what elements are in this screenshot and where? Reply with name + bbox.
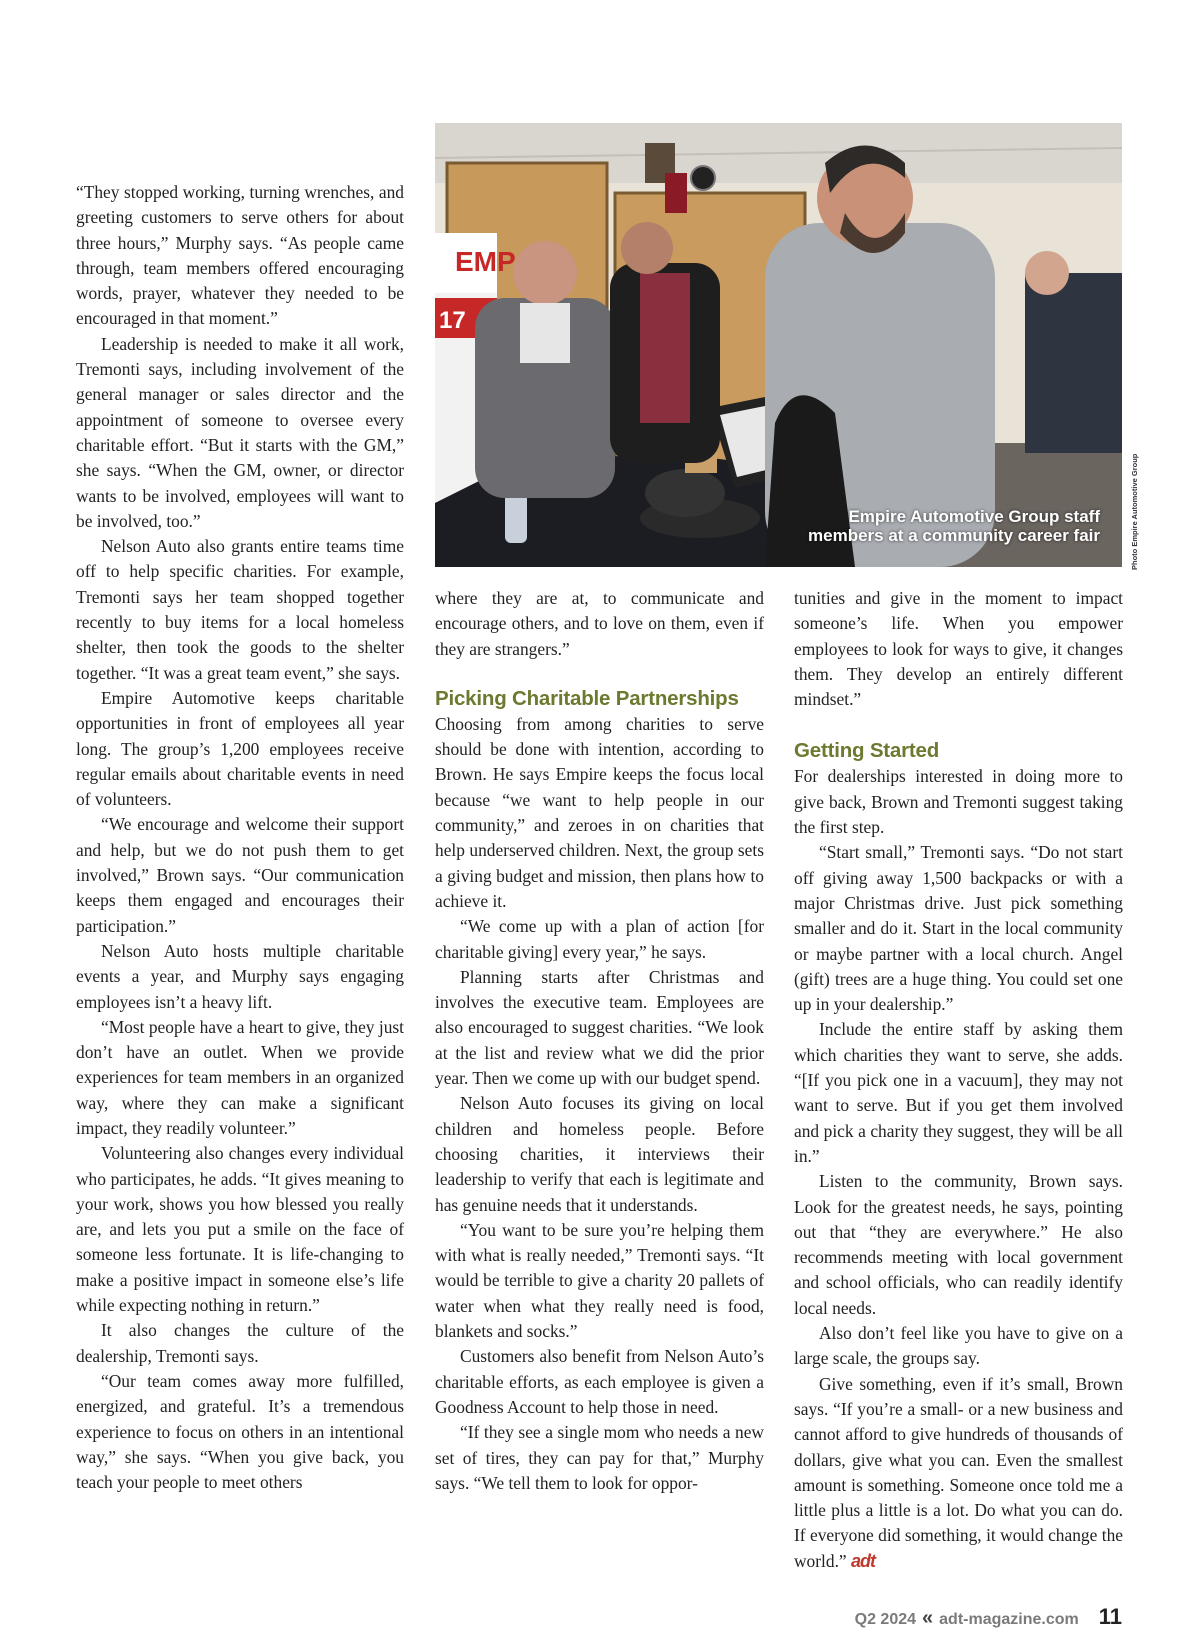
paragraph: Customers also benefit from Nelson Auto’s charitable efforts, as each employee is given a Goodness Account to help those in need. [435,1346,764,1417]
paragraph: “We encourage and welcome their support and help, but we do not push them to get involved,” Brown says. “Our communication keeps them engaged and encourages their participation.” [76,814,404,936]
paragraph: “They stopped working, turning wrenches, and greeting customers to serve others for about three hours,” Murphy says. “As people came through, team members offered encouraging words, prayer, whatever they needed to be encouraged in that moment.” [76,182,404,329]
paragraph-text: Give something, even if it’s small, Brown says. “If you’re a small- or a new business and cannot afford to give hundreds of thousands of dollars, give what you can. Even the smallest amount is something. Someone once told me a little plus a little is a lot. Do what you can do. If everyone did something, it would change the world.” [794,1373,1123,1571]
paragraph: “If they see a single mom who needs a new set of tires, they can pay for that,” Murphy says. “We tell them to look for oppor- [435,1422,764,1493]
paragraph: where they are at, to communicate and encourage others, and to love on them, even if they are strangers.” [435,588,764,659]
paragraph: “We come up with a plan of action [for charitable giving] every year,” he says. [435,916,764,962]
paragraph: “Our team comes away more fulfilled, energized, and grateful. It’s a tremendous experience to focus on others in an intentional way,” she says. “When you give back, you teach your people to meet others [76,1370,404,1493]
section-heading: Getting Started [794,739,940,763]
banner-logo-text: EMP [455,246,516,277]
paragraph: Also don’t feel like you have to give on a large scale, the groups say. [794,1323,1123,1369]
guillemet-separator: « [922,1607,934,1629]
photo-credit: Photo Empire Automotive Group [1130,453,1139,570]
paragraph: Volunteering also changes every individual who participates, he adds. “It gives meaning to your work, shows you how blessed you really are, and lets you put a smile on the face of someone less fortunate. It is life-changing to make a positive impact in someone else’s life while expecting nothing in return.” [76,1143,404,1316]
website-url: adt-magazine.com [939,1611,1079,1628]
end-mark-part-1: ad [851,1550,871,1571]
paragraph: Nelson Auto hosts multiple charitable events a year, and Murphy says engaging employees isn’t a heavy lift. [76,940,404,1012]
end-mark-part-2: t [870,1550,876,1571]
photo-caption [808,507,1100,545]
banner-number-text: 17 [439,307,466,334]
paragraph: Include the entire staff by asking them which charities they want to serve, she adds. “[If you pick one in a vacuum], they may not want to serve. But if you get them involved and pick a charity they suggest, they will be all in.” [794,1019,1123,1166]
paragraph: tunities and give in the moment to impact someone’s life. When you empower employees to look for ways to give, it changes them. They develop an entirely different mindset.” [794,588,1123,710]
article-photo [435,123,1122,567]
paragraph: “Most people have a heart to give, they just don’t have an outlet. When we provide experiences for team members in an organized way, where they can make a significant impact, they readily volunteer.” [76,1016,404,1138]
article-column-3 [794,586,1123,1574]
paragraph: Choosing from among charities to serve should be done with intention, according to Brown. He says Empire keeps the focus local because “we want to help people in our community,” and zeroes in on charities that help underserved children. Next, the group sets a giving budget and mission, then plans how to achieve it. [435,713,764,911]
section-heading: Picking Charitable Partnerships [435,686,739,710]
paragraph: Nelson Auto also grants entire teams time off to help specific charities. For example, Tremonti says her team shopped together recently to buy items for a local homeless shelter, then took the goods to the shelter together. “It was a great team event,” she says. [76,536,404,683]
issue-label: Q2 2024 [854,1611,917,1628]
adt-end-mark-logo [851,1551,875,1571]
paragraph: Empire Automotive keeps charitable opportunities in front of employees all year long. The group’s 1,200 employees receive regular emails about charitable events in need of volunteers. [76,687,404,810]
article-column-2 [435,586,764,1496]
article-column-1 [76,180,404,1495]
caption-line: members at a community career fair [808,526,1100,545]
page-footer [855,1604,1122,1630]
paragraph: It also changes the culture of the dealership, Tremonti says. [76,1320,404,1366]
page-number: 11 [1098,1604,1122,1629]
paragraph: Planning starts after Christmas and involves the executive team. Employees are also encouraged to suggest charities. “We look at the list and review what we did the prior year. Then we come up with our budget spend. [435,966,764,1089]
paragraph: Nelson Auto focuses its giving on local children and homeless people. Before choosing charities, it interviews their leadership to verify that each is legitimate and has genuine needs that it understands. [435,1093,764,1215]
paragraph: “You want to be sure you’re helping them with what is really needed,” Tremonti says. “It would be terrible to give a charity 20 pallets of water when what they really need is food, blankets and socks.” [435,1219,764,1342]
paragraph [794,1372,1123,1574]
career-fair-photo-illustration [435,123,1122,567]
paragraph: For dealerships interested in doing more to give back, Brown and Tremonti suggest taking the first step. [794,766,1123,838]
paragraph: “Start small,” Tremonti says. “Do not start off giving away 1,500 backpacks or with a major Christmas drive. Just pick something smaller and do it. Start in the local community or maybe partner with a local church. Angel (gift) trees are a huge thing. You could set one up in your dealership.” [794,842,1123,1015]
caption-line: Empire Automotive Group staff [848,507,1100,526]
paragraph: Leadership is needed to make it all work, Tremonti says, including involvement of the general manager or sales director and the appointment of someone to oversee every charitable effort. “But it starts with the GM,” she says. “When the GM, owner, or director wants to be involved, employees will want to be involved, too.” [76,333,404,531]
paragraph: Listen to the community, Brown says. Look for the greatest needs, he says, pointing out that “they are everywhere.” He also recommends meeting with local government and school officials, who can readily identify local needs. [794,1171,1123,1318]
